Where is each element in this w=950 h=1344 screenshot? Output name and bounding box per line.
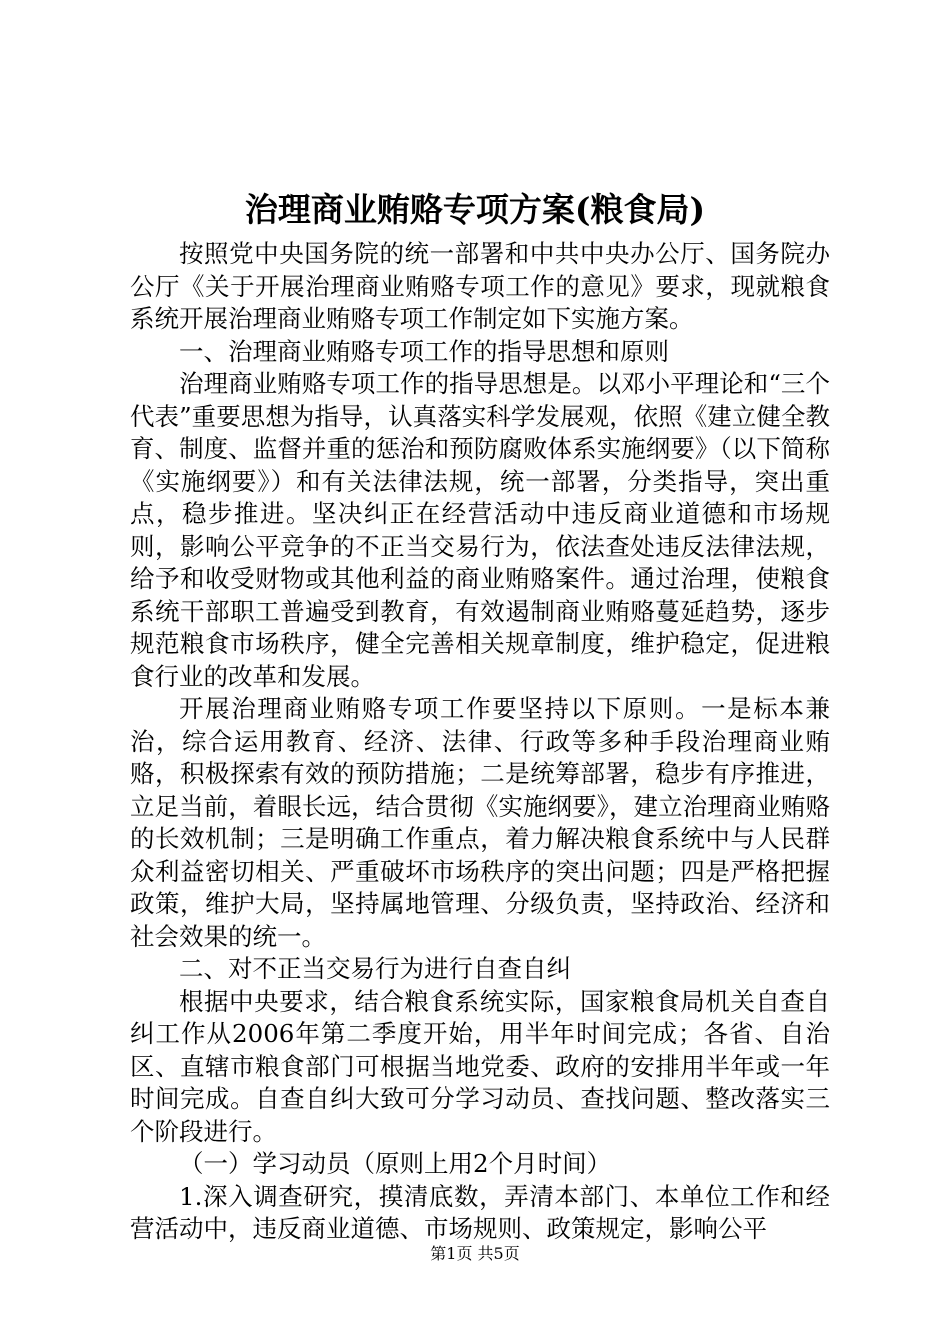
- paragraph-guiding-thought: 治理商业贿赂专项工作的指导思想是。以邓小平理论和“三个代表”重要思想为指导，认真落实科学发展观，依照《建立健全教育、制度、监督并重的惩治和预防腐败体系实施纲要》（以下简称《实施纲要》）和有关法律法规，统一部署，分类指导，突出重点，稳步推进。坚决纠正在经营活动中违反商业道德和市场规则，影响公平竞争的不正当交易行为，依法查处违反法律法规，给予和收受财物或其他利益的商业贿赂案件。通过治理，使粮食系统干部职工普遍受到教育，有效遏制商业贿赂蔓延趋势，逐步规范粮食市场秩序，健全完善相关规章制度，维护稳定，促进粮食行业的改革和发展。: [130, 369, 830, 691]
- paragraph-self-inspection: 根据中央要求，结合粮食系统实际，国家粮食局机关自查自纠工作从2006年第二季度开始，用半年时间完成；各省、自治区、直辖市粮食部门可根据当地党委、政府的安排用半年或一年时间完成。自查自纠大致可分学习动员、查找问题、整改落实三个阶段进行。: [130, 986, 830, 1146]
- section-heading-2: 二、对不正当交易行为进行自查自纠: [179, 954, 571, 983]
- section-heading-1: 一、治理商业贿赂专项工作的指导思想和原则: [179, 336, 669, 366]
- paragraph-principles: 开展治理商业贿赂专项工作要坚持以下原则。一是标本兼治，综合运用教育、经济、法律、行政等多种手段治理商业贿赂，积极探索有效的预防措施；二是统筹部署，稳步有序推进，立足当前，着眼长远，结合贯彻《实施纲要》，建立治理商业贿赂的长效机制；三是明确工作重点，着力解决粮食系统中与人民群众利益密切相关、严重破坏市场秩序的突出问题；四是严格把握政策，维护大局，坚持属地管理、分级负责，坚持政治、经济和社会效果的统一。: [130, 694, 830, 951]
- page-footer: 第1页 共5页: [430, 1244, 520, 1263]
- subsection-heading-1: （一）学习动员（原则上用2个月时间）: [179, 1149, 612, 1178]
- document-title: 治理商业贿赂专项方案(粮食局): [244, 190, 706, 229]
- document-body: [130, 238, 830, 1246]
- paragraph-intro: 按照党中央国务院的统一部署和中共中央办公厅、国务院办公厅《关于开展治理商业贿赂专项工作的意见》要求，现就粮食系统开展治理商业贿赂专项工作制定如下实施方案。: [130, 239, 830, 333]
- paragraph-item-1: 1.深入调查研究，摸清底数，弄清本部门、本单位工作和经营活动中，违反商业道德、市场规则、政策规定，影响公平: [130, 1181, 830, 1243]
